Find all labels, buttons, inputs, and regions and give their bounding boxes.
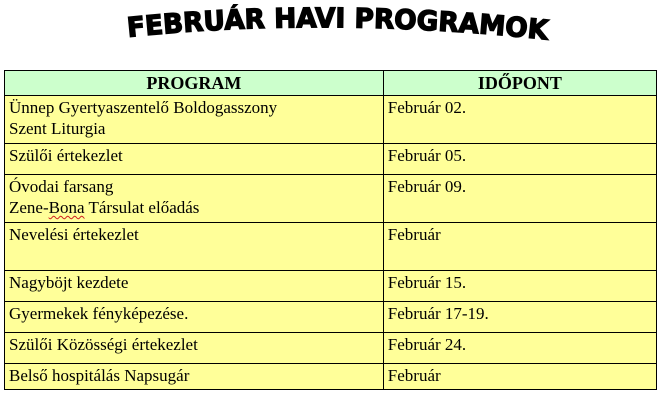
date-cell: Február bbox=[383, 364, 656, 390]
program-cell bbox=[5, 96, 384, 144]
date-cell: Február 02. bbox=[383, 96, 656, 144]
program-cell bbox=[5, 271, 384, 302]
program-line: Ünnep Gyertyaszentelő Boldogasszony bbox=[9, 98, 278, 117]
date-cell: Február 09. bbox=[383, 175, 656, 223]
date-cell: Február bbox=[383, 223, 656, 271]
date-cell: Február 05. bbox=[383, 144, 656, 175]
page-title: FEBRUÁR HAVI PROGRAMOK bbox=[125, 4, 551, 47]
table-row bbox=[5, 144, 657, 175]
table-row bbox=[5, 96, 657, 144]
program-line: Belső hospitálás Napsugár bbox=[9, 366, 190, 385]
program-cell bbox=[5, 144, 384, 175]
page-title-art bbox=[0, 4, 661, 56]
table-row bbox=[5, 223, 657, 271]
date-cell: Február 15. bbox=[383, 271, 656, 302]
program-line-spellchecked: Zene-Bona Társulat előadás bbox=[9, 198, 200, 217]
table-row bbox=[5, 364, 657, 390]
date-cell: Február 17-19. bbox=[383, 302, 656, 333]
program-line: Szülői értekezlet bbox=[9, 146, 123, 165]
program-cell bbox=[5, 175, 384, 223]
program-table bbox=[4, 70, 657, 390]
program-line: Nagyböjt kezdete bbox=[9, 273, 129, 292]
column-header-program: PROGRAM bbox=[5, 71, 384, 96]
program-line: Szülői Közösségi értekezlet bbox=[9, 335, 198, 354]
program-cell bbox=[5, 302, 384, 333]
program-line: Szent Liturgia bbox=[9, 119, 106, 138]
date-cell: Február 24. bbox=[383, 333, 656, 364]
program-cell bbox=[5, 364, 384, 390]
table-row bbox=[5, 333, 657, 364]
spellcheck-underline: Bona bbox=[48, 198, 85, 217]
table-row bbox=[5, 271, 657, 302]
program-line: Gyermekek fényképezése. bbox=[9, 304, 189, 323]
program-line: Óvodai farsang bbox=[9, 177, 114, 196]
program-cell bbox=[5, 223, 384, 271]
page-title-banner bbox=[0, 4, 661, 56]
table-row bbox=[5, 175, 657, 223]
column-header-date: IDŐPONT bbox=[383, 71, 656, 96]
program-cell bbox=[5, 333, 384, 364]
table-header-row bbox=[5, 71, 657, 96]
program-line: Nevelési értekezlet bbox=[9, 225, 139, 244]
table-row bbox=[5, 302, 657, 333]
